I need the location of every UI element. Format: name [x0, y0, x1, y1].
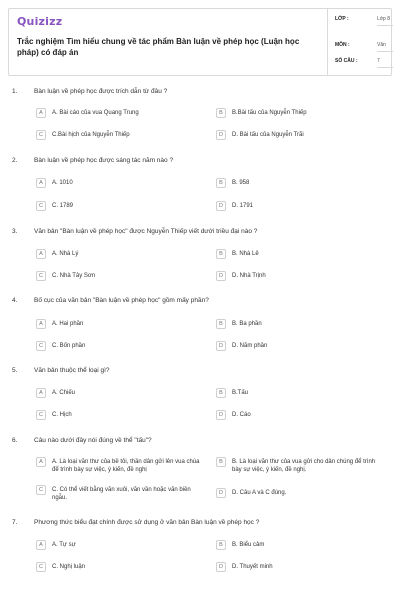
- option-text: D. Nhà Trịnh: [232, 273, 266, 279]
- option-letter: B: [216, 540, 226, 550]
- meta-count-value: 7: [377, 58, 393, 68]
- option-b[interactable]: [216, 540, 376, 554]
- option-b[interactable]: [216, 319, 376, 333]
- option-d[interactable]: [216, 410, 376, 424]
- option-d[interactable]: [216, 271, 376, 285]
- question-number: 1.: [12, 88, 18, 95]
- option-text: A. Là loại văn thư của bề tôi, thần dân gửi lên vua chúa để trình bày sự việc, ý kiến, đề nghị: [52, 459, 200, 473]
- question-number: 5.: [12, 367, 18, 374]
- option-letter: A: [36, 178, 46, 188]
- option-text: A. Bài cáo của vua Quang Trung: [52, 110, 139, 116]
- option-letter: D: [216, 271, 226, 281]
- option-letter: C: [36, 341, 46, 351]
- option-text: B. Là loại văn thư của vua gửi cho dân chúng để trình bày sự việc, ý kiến, đề nghị.: [232, 459, 376, 473]
- option-text: D. Năm phần: [232, 343, 268, 349]
- option-a[interactable]: [36, 108, 196, 122]
- option-c[interactable]: [36, 130, 196, 144]
- option-a[interactable]: [36, 457, 200, 479]
- worksheet-header: [8, 8, 392, 76]
- meta-count-label: SỐ CÂU :: [335, 58, 358, 64]
- question-number: 2.: [12, 157, 18, 164]
- option-text: B.Bài tấu của Nguyễn Thiếp: [232, 110, 307, 116]
- question-number: 3.: [12, 228, 18, 235]
- option-d[interactable]: [216, 341, 376, 355]
- option-b[interactable]: [216, 108, 376, 122]
- meta-grade-label: LỚP :: [335, 16, 349, 22]
- option-c[interactable]: [36, 201, 196, 215]
- option-letter: B: [216, 388, 226, 398]
- option-text: C. 1789: [52, 203, 74, 209]
- question-text: Bàn luận về phép học được trích dẫn từ đâu ?: [34, 88, 168, 95]
- question-text: Văn bản thuộc thể loại gì?: [34, 367, 110, 374]
- option-text: B. Biểu cảm: [232, 542, 265, 548]
- option-a[interactable]: [36, 178, 196, 192]
- meta-subject-label: MÔN :: [335, 42, 350, 48]
- option-d[interactable]: [216, 562, 376, 576]
- option-letter: C: [36, 130, 46, 140]
- option-a[interactable]: [36, 540, 196, 554]
- option-c[interactable]: [36, 485, 196, 507]
- option-b[interactable]: [216, 178, 376, 192]
- option-text: C. Có thể viết bằng văn xuôi, văn vần hoặc văn biền ngẫu.: [52, 487, 191, 501]
- option-d[interactable]: [216, 488, 376, 502]
- option-text: C. Nhà Tây Sơn: [52, 273, 96, 279]
- header-divider: [327, 9, 328, 75]
- option-text: C. Bốn phần: [52, 343, 86, 349]
- option-letter: A: [36, 457, 46, 467]
- meta-grade-value: Lớp 8: [377, 16, 393, 26]
- option-letter: B: [216, 108, 226, 118]
- option-b[interactable]: [216, 457, 376, 479]
- option-letter: D: [216, 410, 226, 420]
- option-text: D. Câu A và C đúng.: [232, 490, 287, 496]
- option-text: B.Tấu: [232, 390, 249, 396]
- option-text: B. Ba phần: [232, 321, 262, 327]
- option-c[interactable]: [36, 410, 196, 424]
- option-c[interactable]: [36, 271, 196, 285]
- question-number: 4.: [12, 297, 18, 304]
- option-text: C. Hịch: [52, 412, 72, 418]
- option-c[interactable]: [36, 562, 196, 576]
- option-text: B. Nhà Lê: [232, 251, 259, 257]
- option-letter: C: [36, 410, 46, 420]
- option-letter: A: [36, 249, 46, 259]
- option-text: D. 1791: [232, 203, 254, 209]
- option-text: A. Chiếu: [52, 390, 76, 396]
- question-text: Bàn luận về phép học được sáng tác năm nào ?: [34, 157, 174, 164]
- question-text: Văn bản "Bàn luận về phép học" được Nguyễn Thiếp viết dưới triều đại nào ?: [34, 228, 258, 235]
- option-text: B. 958: [232, 180, 250, 186]
- option-letter: B: [216, 178, 226, 188]
- option-letter: D: [216, 488, 226, 498]
- option-text: C.Bài hịch của Nguyễn Thiếp: [52, 132, 130, 138]
- meta-subject-value: Văn: [377, 42, 393, 52]
- option-letter: C: [36, 562, 46, 572]
- option-a[interactable]: [36, 249, 196, 263]
- option-letter: B: [216, 249, 226, 259]
- option-text: A. 1010: [52, 180, 73, 186]
- option-letter: B: [216, 457, 226, 467]
- option-letter: A: [36, 388, 46, 398]
- option-letter: D: [216, 201, 226, 211]
- question-text: Bố cục của văn bản "Bàn luận về phép học" gồm mấy phần?: [34, 297, 209, 304]
- option-a[interactable]: [36, 388, 196, 402]
- option-letter: D: [216, 130, 226, 140]
- option-text: D. Cáo: [232, 412, 251, 418]
- option-letter: D: [216, 562, 226, 572]
- question-text: Phương thức biểu đạt chính được sử dụng ở văn bản Bàn luận về phép học ?: [34, 519, 260, 526]
- option-letter: D: [216, 341, 226, 351]
- option-letter: A: [36, 319, 46, 329]
- option-text: D. Thuyết minh: [232, 564, 273, 570]
- option-d[interactable]: [216, 201, 376, 215]
- question-number: 7.: [12, 519, 18, 526]
- option-c[interactable]: [36, 341, 196, 355]
- option-text: D. Bài tấu của Nguyễn Trãi: [232, 132, 304, 138]
- option-letter: C: [36, 271, 46, 281]
- option-b[interactable]: [216, 388, 376, 402]
- option-a[interactable]: [36, 319, 196, 333]
- option-b[interactable]: [216, 249, 376, 263]
- option-text: C. Nghị luận: [52, 564, 86, 570]
- option-letter: A: [36, 540, 46, 550]
- worksheet-title: Trắc nghiệm Tìm hiểu chung về tác phẩm Bàn luận về phép học (Luận học pháp) có đáp án: [17, 37, 300, 57]
- option-text: A. Tự sự: [52, 542, 76, 548]
- option-letter: C: [36, 201, 46, 211]
- option-letter: A: [36, 108, 46, 118]
- option-letter: C: [36, 485, 46, 495]
- option-text: A. Hai phần: [52, 321, 84, 327]
- quizizz-logo: Quizizz: [17, 15, 63, 28]
- option-text: A. Nhà Lý: [52, 251, 79, 257]
- question-number: 6.: [12, 437, 18, 444]
- option-letter: B: [216, 319, 226, 329]
- option-d[interactable]: [216, 130, 376, 144]
- question-text: Câu nào dưới đây nói đúng về thể "tấu"?: [34, 437, 152, 444]
